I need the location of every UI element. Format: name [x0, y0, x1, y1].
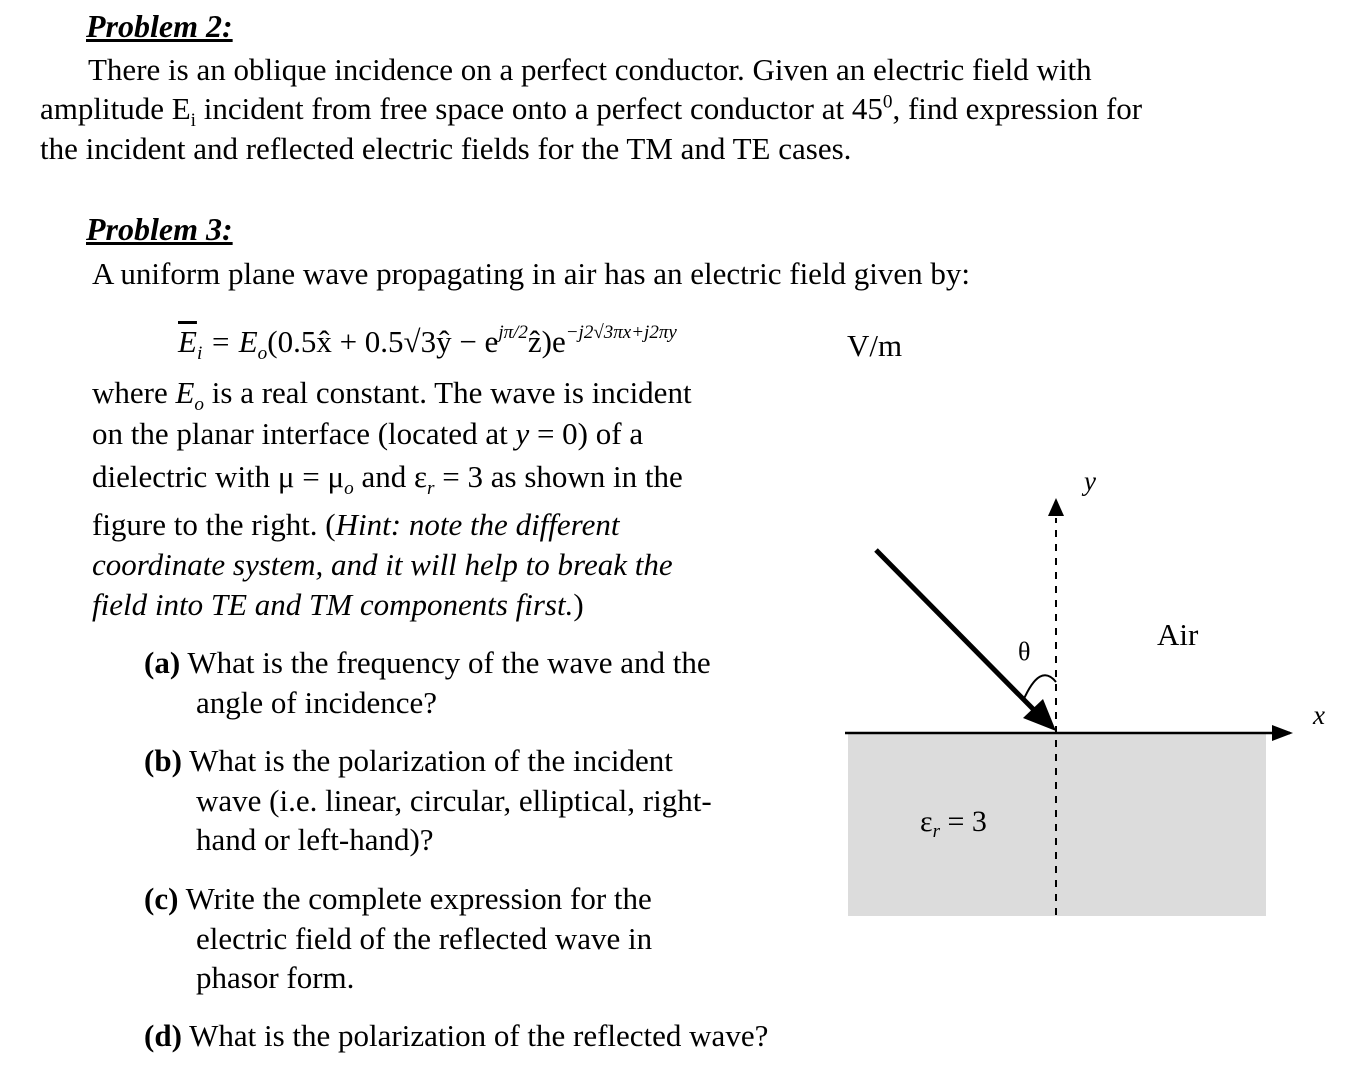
- para-l1a: where: [92, 375, 176, 410]
- para-l4-italic: Hint: note the different: [335, 507, 620, 542]
- question-a-label: (a): [144, 645, 181, 680]
- problem2-line2c: , find expression for: [892, 91, 1143, 126]
- problem2-heading: Problem 2:: [86, 8, 233, 44]
- y-axis-label: y: [1084, 466, 1096, 496]
- para-l6a: field into TE and TM components first.: [92, 587, 574, 622]
- problem3-intro: A uniform plane wave propagating in air has an electric field given by:: [92, 256, 971, 291]
- question-d-label: (d): [144, 1018, 182, 1053]
- question-c-text1: Write the complete expression for the: [178, 881, 652, 916]
- theta-label: θ: [1018, 637, 1031, 666]
- problem2-line2-sup: 0: [882, 91, 893, 113]
- para-l3c: = 3 as shown in the: [434, 459, 683, 494]
- problem2-line2-sub: i: [190, 110, 196, 132]
- eq-units: V/m: [847, 328, 903, 363]
- para-l2a: on the planar interface (located at: [92, 416, 516, 451]
- eps-sub: r: [932, 821, 941, 842]
- question-c-label: (c): [144, 881, 179, 916]
- eq-Eo-sub: o: [257, 343, 268, 365]
- para-l2-y: y: [515, 416, 530, 451]
- y-axis-arrowhead: [1048, 498, 1064, 516]
- question-c-line3: phasor form.: [196, 960, 355, 995]
- problem2-line2a: amplitude E: [40, 91, 191, 126]
- question-d-text1: What is the polarization of the reflected wave?: [181, 1018, 769, 1053]
- para-l1-sub: o: [194, 394, 205, 416]
- question-b-text1: What is the polarization of the incident: [181, 743, 673, 778]
- para-l3-sub1: o: [344, 478, 354, 500]
- question-b-label: (b): [144, 743, 182, 778]
- para-l6b: ): [573, 587, 584, 622]
- eq-body2: ẑ)e: [527, 324, 566, 359]
- theta-angle-arc: [1023, 675, 1056, 701]
- eq-equals: = E: [202, 324, 258, 359]
- para-l3b: and ε: [353, 459, 428, 494]
- incident-wave-arrow: [876, 550, 1036, 712]
- para-l2b: = 0) of a: [529, 416, 644, 451]
- para-line5: coordinate system, and it will help to break the: [92, 547, 673, 582]
- para-l3a: dielectric with μ = μ: [92, 459, 345, 494]
- eps-value: = 3: [940, 805, 987, 838]
- eq-exp2: −j2√3πx+j2πy: [565, 322, 677, 343]
- eps-symbol: ε: [920, 805, 933, 838]
- eq-exp1: jπ/2: [498, 322, 528, 343]
- permittivity-label: [920, 805, 987, 842]
- problem2-line1: There is an oblique incidence on a perfect conductor. Given an electric field with: [88, 52, 1092, 87]
- eq-lhs-sub: i: [196, 343, 203, 365]
- problem3-heading: Problem 3:: [86, 211, 233, 247]
- problem2-line2b: incident from free space onto a perfect conductor at 45: [196, 91, 883, 126]
- para-l4a: figure to the right. (: [92, 507, 336, 542]
- question-b-line2: wave (i.e. linear, circular, elliptical, right-: [196, 783, 712, 818]
- x-axis-label: x: [1313, 700, 1325, 730]
- question-b-line3: hand or left-hand)?: [196, 822, 434, 857]
- para-l1-E: E: [175, 375, 195, 410]
- x-axis-arrowhead: [1272, 725, 1293, 741]
- eq-body: (0.5x̂ + 0.5√3ŷ − e: [267, 324, 499, 359]
- eq-E-vector: $\overline{E}$: [178, 324, 197, 359]
- question-a-text1: What is the frequency of the wave and the: [180, 645, 711, 680]
- problem2-line3: the incident and reflected electric fields for the TM and TE cases.: [40, 131, 852, 166]
- question-a-line2: angle of incidence?: [196, 685, 437, 720]
- para-l1b: is a real constant. The wave is incident: [204, 375, 692, 410]
- air-label: Air: [1157, 617, 1199, 652]
- para-l3-sub2: r: [427, 478, 435, 500]
- question-c-line2: electric field of the reflected wave in: [196, 921, 653, 956]
